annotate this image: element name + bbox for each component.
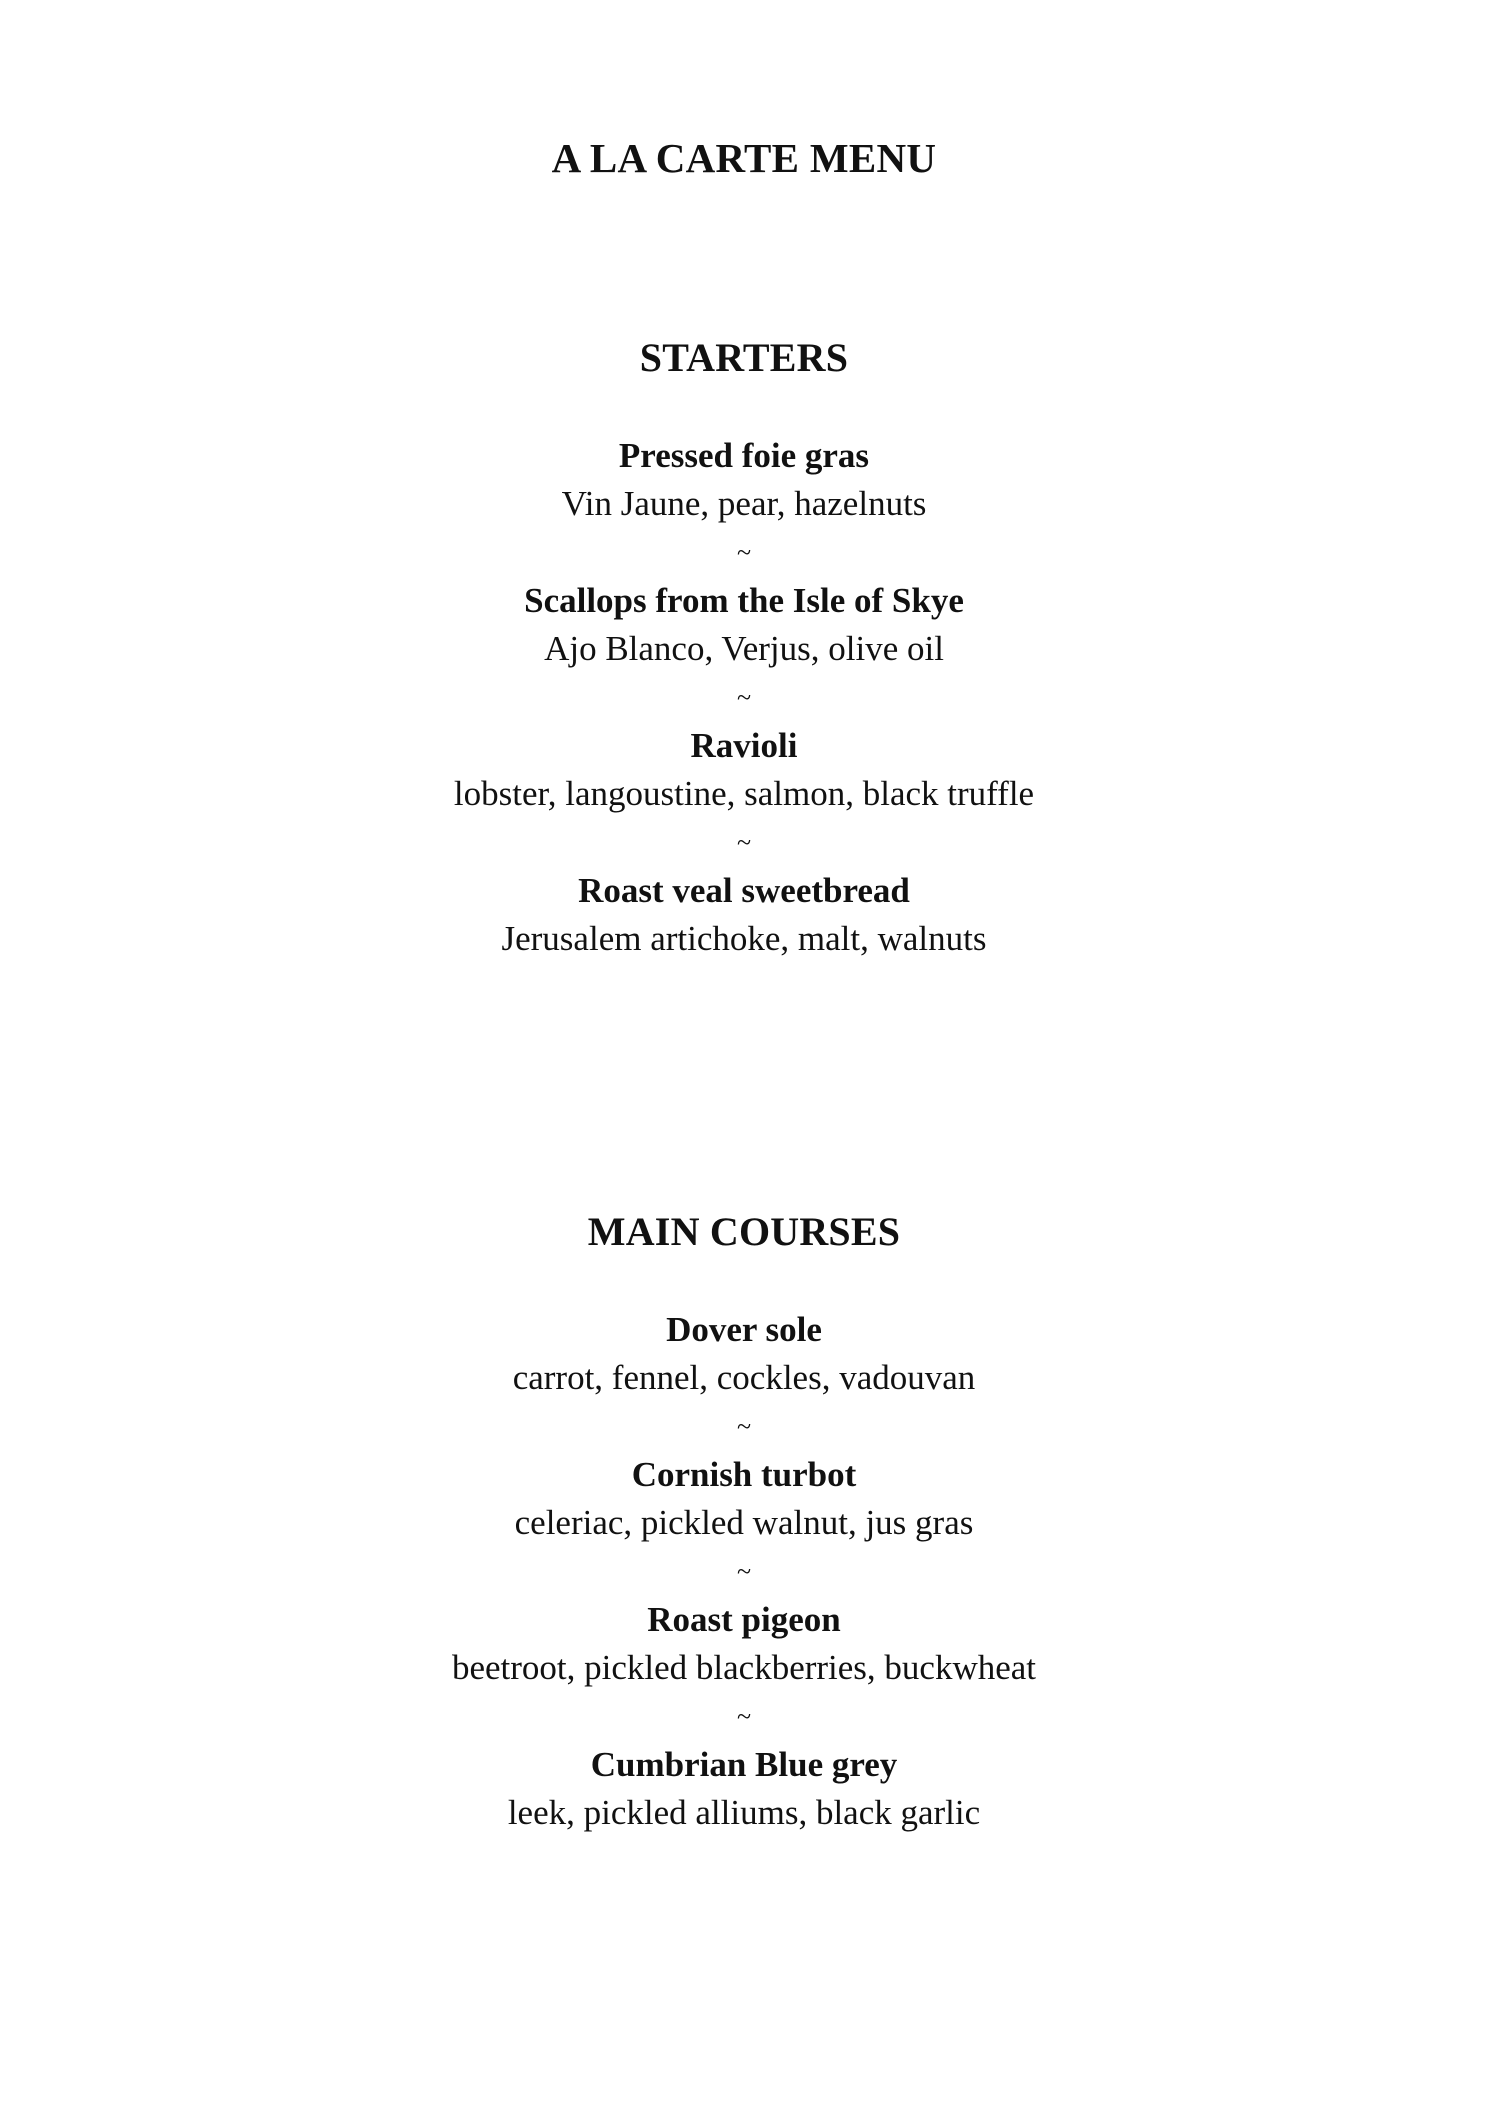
main-courses-heading: MAIN COURSES — [587, 1209, 901, 1254]
dish-name: Ravioli — [690, 726, 798, 765]
starters-heading: STARTERS — [639, 335, 849, 380]
dish-separator: ~ — [736, 1702, 752, 1731]
dish-separator: ~ — [736, 683, 752, 712]
dish-name: Scallops from the Isle of Skye — [524, 581, 964, 620]
dish-item — [0, 432, 1488, 528]
dish-description: Jerusalem artichoke, malt, walnuts — [501, 919, 987, 958]
main-courses-list — [0, 1306, 1488, 1837]
dish-description: lobster, langoustine, salmon, black truffle — [453, 774, 1035, 813]
dish-description: Ajo Blanco, Verjus, olive oil — [544, 629, 944, 668]
dish-name: Roast pigeon — [647, 1600, 841, 1639]
dish-separator: ~ — [736, 1412, 752, 1441]
dish-description: Vin Jaune, pear, hazelnuts — [561, 484, 927, 523]
starters-list — [0, 432, 1488, 963]
dish-name: Cumbrian Blue grey — [590, 1745, 898, 1784]
dish-separator: ~ — [736, 1557, 752, 1586]
dish-description: beetroot, pickled blackberries, buckwheat — [451, 1648, 1037, 1687]
dish-description: celeriac, pickled walnut, jus gras — [514, 1503, 974, 1542]
menu-title: A LA CARTE MENU — [551, 135, 937, 181]
starters-section — [0, 334, 1488, 963]
main-courses-section — [0, 1208, 1488, 1837]
dish-description: carrot, fennel, cockles, vadouvan — [512, 1358, 976, 1397]
dish-item — [0, 1596, 1488, 1692]
dish-item — [0, 1451, 1488, 1547]
dish-item — [0, 867, 1488, 963]
dish-item — [0, 1741, 1488, 1837]
dish-separator: ~ — [736, 538, 752, 567]
dish-name: Cornish turbot — [631, 1455, 857, 1494]
dish-name: Dover sole — [666, 1310, 822, 1349]
dish-name: Pressed foie gras — [618, 436, 870, 475]
dish-name: Roast veal sweetbread — [578, 871, 910, 910]
dish-separator: ~ — [736, 828, 752, 857]
dish-item — [0, 722, 1488, 818]
dish-description: leek, pickled alliums, black garlic — [507, 1793, 981, 1832]
dish-item — [0, 1306, 1488, 1402]
dish-item — [0, 577, 1488, 673]
